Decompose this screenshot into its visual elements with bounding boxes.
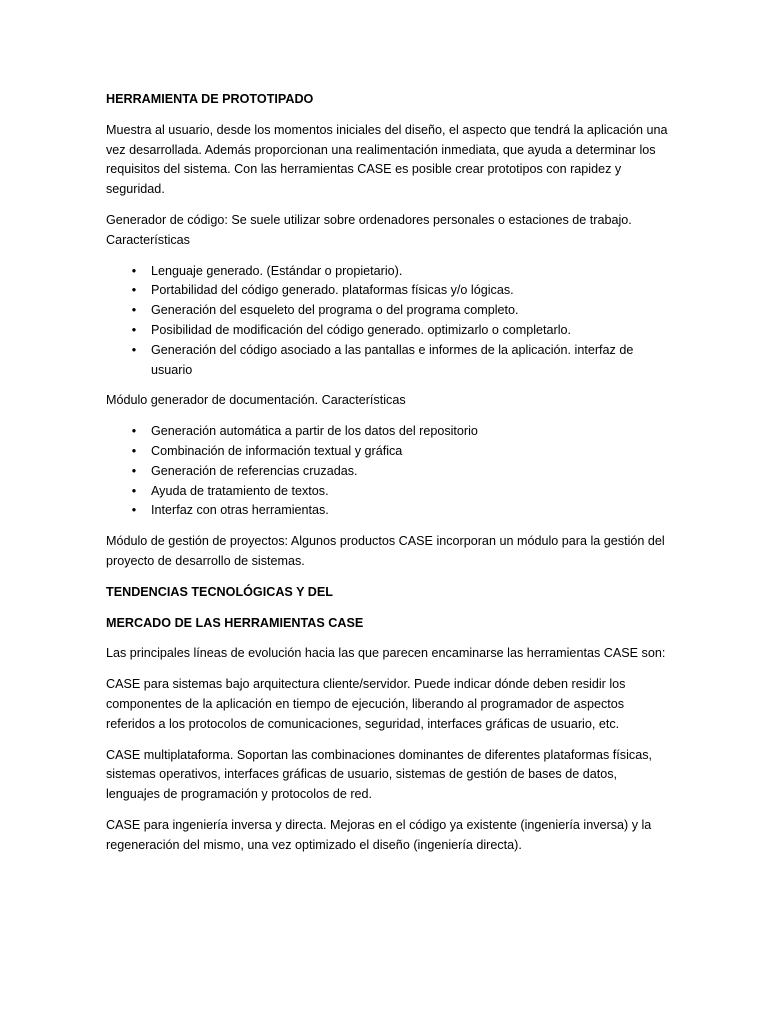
list-item-text: Lenguaje generado. (Estándar o propietario). — [151, 263, 403, 278]
paragraph-cliente-servidor: CASE para sistemas bajo arquitectura cliente/servidor. Puede indicar dónde deben residir los componentes de la aplicación en tiempo de ejecución, liberando al programador de aspectos referidos a los protocolos de comunicaciones, seguridad, interfaces gráficas de usuario, etc. — [106, 677, 626, 731]
list-item — [106, 422, 672, 442]
bullet-icon: • — [131, 283, 137, 298]
list-modulo-documentacion — [106, 422, 672, 521]
paragraph-gestion-proyectos: Módulo de gestión de proyectos: Algunos productos CASE incorporan un módulo para la gestión del proyecto de desarrollo de sistemas. — [106, 534, 665, 568]
list-item — [106, 321, 672, 341]
list-item-text: Combinación de información textual y gráfica — [151, 443, 403, 458]
heading-tendencias: TENDENCIAS TECNOLÓGICAS Y DEL — [106, 584, 333, 599]
bullet-icon: • — [131, 443, 137, 458]
list-item — [106, 301, 672, 321]
list-item-text: Generación del código asociado a las pantallas e informes de la aplicación. interfaz de usuario — [151, 342, 634, 377]
paragraph-multiplataforma: CASE multiplataforma. Soportan las combinaciones dominantes de diferentes plataformas físicas, sistemas operativos, interfaces gráficas de usuario, sistemas de gestión de bases de datos, lenguajes de programación y protocolos de red. — [106, 747, 653, 802]
list-generador-codigo — [106, 262, 672, 381]
heading-mercado: MERCADO DE LAS HERRAMIENTAS CASE — [106, 615, 364, 630]
bullet-icon: • — [131, 342, 137, 357]
list-item-text: Interfaz con otras herramientas. — [151, 503, 329, 518]
bullet-icon: • — [131, 303, 137, 318]
paragraph-generador-codigo: Generador de código: Se suele utilizar sobre ordenadores personales o estaciones de trabajo. Características — [106, 212, 632, 247]
list-item — [106, 442, 672, 462]
bullet-icon: • — [131, 322, 137, 337]
list-item-text: Generación del esqueleto del programa o del programa completo. — [151, 303, 519, 318]
list-item-text: Generación de referencias cruzadas. — [151, 463, 358, 478]
list-item-text: Posibilidad de modificación del código generado. optimizarlo o completarlo. — [151, 322, 572, 337]
bullet-icon: • — [131, 424, 137, 439]
list-item-text: Generación automática a partir de los datos del repositorio — [151, 424, 478, 439]
list-item — [106, 482, 672, 502]
list-item — [106, 501, 672, 521]
document-page — [106, 90, 672, 867]
bullet-icon: • — [131, 463, 137, 478]
paragraph-modulo-documentacion: Módulo generador de documentación. Características — [106, 393, 406, 408]
bullet-icon: • — [131, 503, 137, 518]
heading-prototipado: HERRAMIENTA DE PROTOTIPADO — [106, 92, 314, 106]
paragraph-prototipado: Muestra al usuario, desde los momentos iniciales del diseño, el aspecto que tendrá la aplicación una vez desarrollada. Además proporcionan una realimentación inmediata, que ayuda a determinar los requisitos del sistema. Con las herramientas CASE es posible crear prototipos con rapidez y seguridad. — [106, 122, 668, 197]
bullet-icon: • — [131, 483, 137, 498]
list-item-text: Portabilidad del código generado. plataformas físicas y/o lógicas. — [151, 283, 514, 298]
list-item — [106, 341, 672, 381]
list-item-text: Ayuda de tratamiento de textos. — [151, 483, 329, 498]
list-item — [106, 262, 672, 282]
bullet-icon: • — [131, 263, 137, 278]
list-item — [106, 462, 672, 482]
paragraph-ingenieria-inversa: CASE para ingeniería inversa y directa. Mejoras en el código ya existente (ingeniería inversa) y la regeneración del mismo, una vez optimizado el diseño (ingeniería directa). — [106, 817, 652, 852]
list-item — [106, 281, 672, 301]
paragraph-lineas-evolucion: Las principales líneas de evolución hacia las que parecen encaminarse las herramientas CASE son: — [106, 646, 666, 661]
